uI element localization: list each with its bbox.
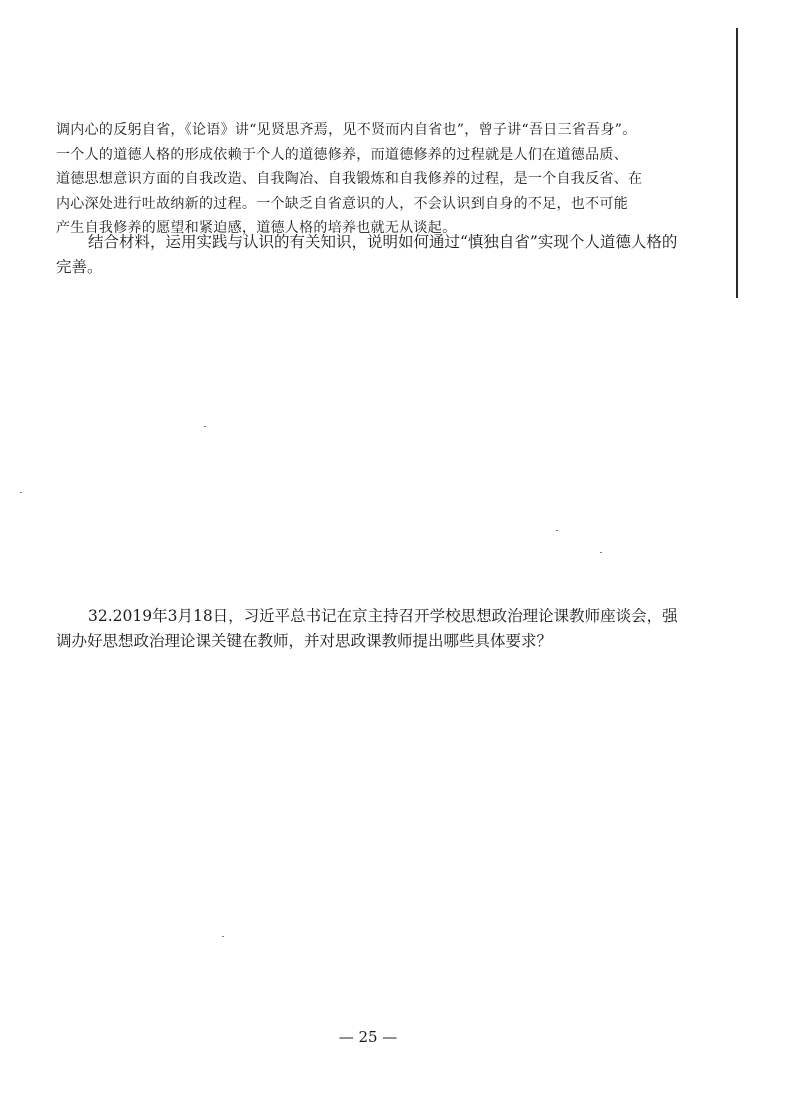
material-line: 内心深处进行吐故纳新的过程。一个缺乏自省意识的人，不会认识到自身的不足，也不可能 — [56, 195, 628, 212]
material-passage — [56, 118, 692, 241]
question-32-text: 32.2019年3月18日，习近平总书记在京主持召开学校思想政治理论课教师座谈会，强调办好思想政治理论课关键在教师，并对思政课教师提出哪些具体要求？ — [56, 607, 678, 650]
material-line: 产生自我修养的愿望和紧迫感，道德人格的培养也就无从谈起。 — [56, 220, 457, 236]
page-number: — 25 — — [338, 1028, 398, 1046]
question-31-prompt — [56, 230, 692, 280]
scan-speck — [204, 426, 206, 427]
binding-margin-line — [736, 28, 738, 298]
scan-speck — [600, 552, 602, 553]
material-line: 调内心的反躬自省，《论语》讲“见贤思齐焉，见不贤而内自省也”，曾子讲“吾日三省吾身”。 — [56, 122, 637, 138]
scan-speck — [20, 492, 22, 493]
scan-speck — [556, 530, 558, 531]
scan-speck — [222, 936, 224, 937]
material-line: 道德思想意识方面的自我改造、自我陶冶、自我锻炼和自我修养的过程，是一个自我反省、在 — [56, 171, 643, 187]
question-32-prompt — [56, 604, 692, 654]
material-line: 一个人的道德人格的形成依赖于个人的道德修养，而道德修养的过程就是人们在道德品质、 — [56, 146, 628, 163]
question-31-text: 结合材料，运用实践与认识的有关知识，说明如何通过“慎独自省”实现个人道德人格的完善。 — [56, 233, 678, 276]
